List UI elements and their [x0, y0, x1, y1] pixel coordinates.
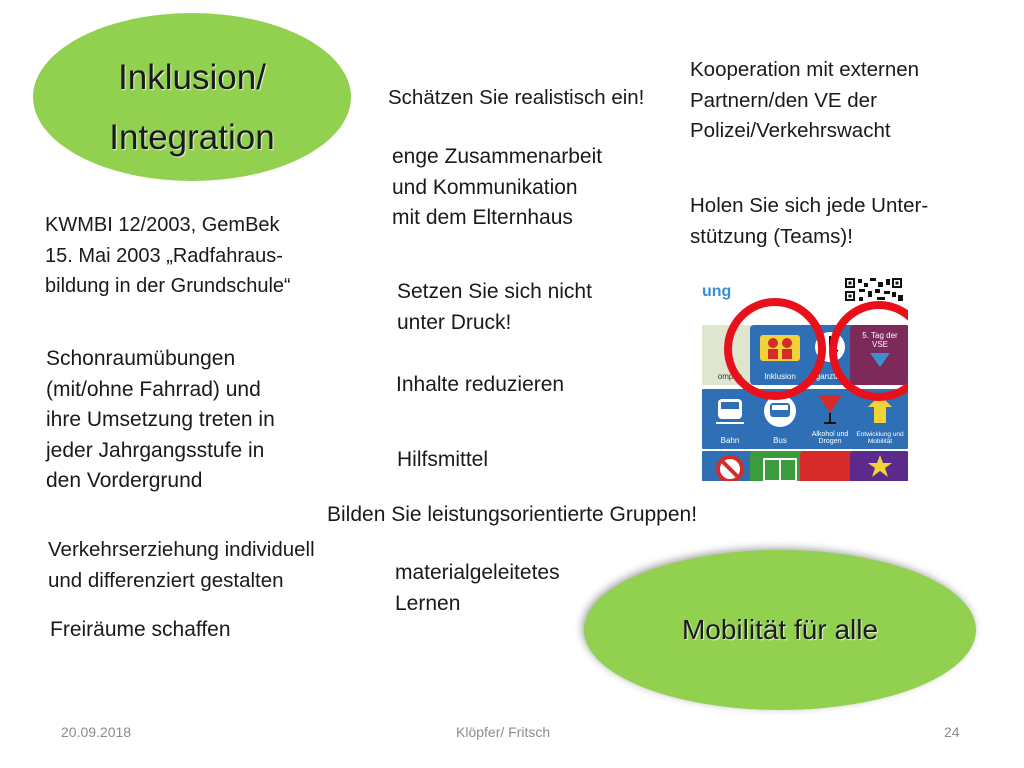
- material-text: materialgeleitetes Lernen: [395, 561, 560, 615]
- freiraeume-text: Freiräume schaffen: [50, 618, 231, 641]
- slide-title: Inklusion/ Integration: [109, 58, 275, 157]
- highlight-circle-inklusion: [728, 302, 822, 396]
- tile-label: ganztag: [815, 372, 845, 381]
- holen-text: Holen Sie sich jede Unter- stützung (Teams)!: [690, 194, 929, 248]
- enge-text: enge Zusammenarbeit und Kommunikation mit dem Elternhaus: [392, 145, 603, 229]
- mobility-ellipse: [584, 550, 976, 710]
- mobility-title: Mobilität für alle: [681, 614, 879, 645]
- bilden-text: Bilden Sie leistungsorientierte Gruppen!: [327, 503, 698, 526]
- footer-page-number: 24: [944, 724, 960, 740]
- druck-text: Setzen Sie sich nicht unter Druck!: [397, 280, 592, 334]
- tile-label: Entwicklung und Mobilität: [856, 431, 904, 445]
- footer-date: 20.09.2018: [61, 724, 132, 740]
- image-header-fragment: ung: [702, 283, 732, 300]
- tile-label: ompen: [717, 372, 743, 381]
- title-ellipse: [33, 13, 351, 181]
- highlight-circle-vse: [833, 305, 908, 397]
- tile-label: Inklusion: [764, 372, 796, 381]
- tile-label: Alkohol und Drogen: [811, 431, 849, 445]
- inhalte-text: Inhalte reduzieren: [396, 373, 565, 396]
- tile-label: Bahn: [720, 436, 740, 445]
- verkehr-text: Verkehrserziehung individuell und differenziert gestalten: [48, 538, 315, 592]
- schonraum-text: Schonraumübungen (mit/ohne Fahrrad) und ihre Umsetzung treten in jeder Jahrgangsstufe in den Vordergrund: [46, 347, 275, 492]
- kooperation-text: Kooperation mit externen Partnern/den VE der Polizei/Verkehrswacht: [690, 58, 920, 142]
- kwmbi-text: KWMBI 12/2003, GemBek 15. Mai 2003 „Radfahraus- bildung in der Grundschule“: [45, 214, 291, 297]
- program-tiles-image: [702, 273, 908, 481]
- footer-authors: Klöpfer/ Fritsch: [456, 724, 551, 740]
- schaetzen-text: Schätzen Sie realistisch ein!: [388, 86, 645, 109]
- tile-label: 5. Tag der VSE: [862, 331, 898, 349]
- tile-label: Bus: [773, 436, 787, 445]
- hilfsmittel-text: Hilfsmittel: [397, 448, 489, 471]
- highlight-circles: [702, 273, 908, 481]
